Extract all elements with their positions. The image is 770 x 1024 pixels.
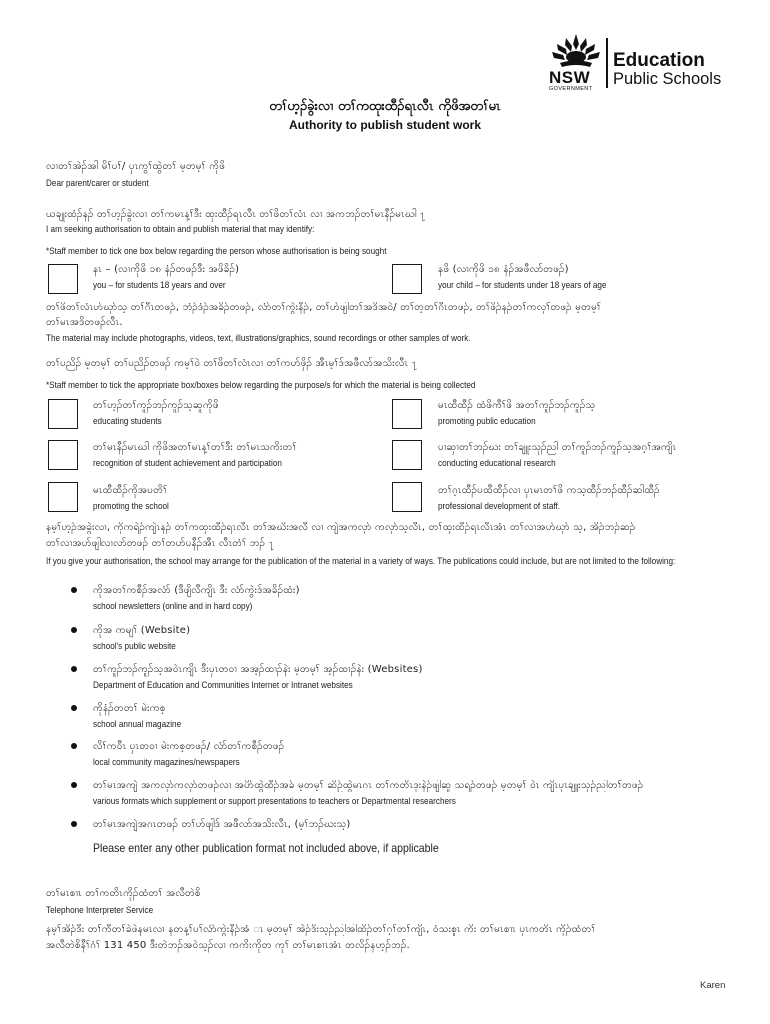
bullet [71, 627, 77, 633]
government-wordmark: GOVERNMENT [549, 86, 593, 92]
checkbox-educating-students[interactable] [48, 399, 78, 429]
purpose-english-2: promoting public education [438, 416, 536, 427]
pub-karen-6: တၢ်မၤအကျဲ အကလုာ်ကလုာ်တဖၣ်လၢ အပိာ်ထွဲထီၣ်အခ် မ့တမ့ၢ် ဆိဉ်ထွဲမၤဂၤ တၢ်ကတိၤဒုးနဲၣ်ဖျါဆူ သရၣ်တဖၣ် မ့တမ့ၢ် ဝဲၤ ကျိၤပှၤချူးသုၣ်ညါတၢ်တဖၣ် [93, 780, 644, 791]
interpreter-heading-english: Telephone Interpreter Service [46, 905, 154, 916]
pub-karen-4: ကိုနံၣ်တတၢ် မဲးကစ့ [93, 703, 166, 714]
salutation-karen: လၢတၢ်အဲၣ်အါ မိၢ်ပၢ်/ ပှၤကွၢ်ထွဲတၢ် မ့တမ့ၢ် ကိုဖိ [46, 161, 226, 172]
purpose-english-4: conducting educational research [438, 458, 556, 469]
purpose-english-1: educating students [93, 416, 162, 427]
option-you-karen: နၤ – (လၢကိုဖိ ၁၈ နံၣ်တဖၣ်ဒီး အဖိခိၣ်) [93, 264, 240, 275]
interpreter-karen-line2: အလီတဲစိနီၢ်ဂံၢ် 131 450 ဒီးတဲဘၣ်အဝဲသ့ၣ်လၢ ကကိးကိုတ ကုၢ် တၢ်မၤစၢၤအံၤ တလိၣ်နဟ့ၣ်ဘၣ်. [46, 940, 410, 951]
pub-karen-7: တၢ်မၤအကျဲအဂၤတဖၣ် တၢ်ဟ်ဖျါဒ် အဖီလာ်အသိးလီၤ, (မ့ၢ်ဘၣ်ဃးသ့) [93, 819, 351, 830]
bullet [71, 705, 77, 711]
purpose-english-6: professional development of staff. [438, 501, 561, 512]
purpose-karen: တၢ်ပညိၣ် မ့တမ့ၢ် တၢ်ပညိၣ်တဖၣ် ကမ့ၢ်ဝဲ တၢ်ဖိတၢ်လံၤလၢ တၢ်ကပာ်ဖှိၣ် အီၤမ့ၢ်ဒ်အဖီလာ်အသိးလီၤ ႑ [46, 358, 418, 369]
pub-english-2: school's public website [93, 641, 176, 652]
salutation-english: Dear parent/carer or student [46, 178, 149, 189]
checkbox-you[interactable] [48, 264, 78, 294]
publication-karen-line1: နမ့ၢ်ဟ့ၣ်အခွဲးလၢ, ကိုကရဲၣ်ကျဲၤနၣ် တၢ်ကထုးထီၣ်ရၤလီၤ တၢ်အဃိးအလီ လၢ ကျဲအကလုာ် ကလုာ်သ့လီၤ, တၢ်ထုးထီၣ်ရၤလီၤအံၤ တၢ်လၢအပာ်ဃှာ် သ့, အိၣ်ဘၣ်ဆၣ် [46, 522, 636, 533]
bullet [71, 782, 77, 788]
checkbox-recognition[interactable] [48, 440, 78, 470]
pub-english-4: school annual magazine [93, 719, 182, 730]
pub-english-3: Department of Education and Communities Internet or Intranet websites [93, 680, 353, 691]
option-child-english: your child – for students under 18 years of age [438, 280, 607, 291]
purpose-karen-4: ပၢဆှၢတၢ်ဘၣ်ဃး တၢ်ချူးသုၣ်ညါ တၢ်ကူၣ်ဘၣ်ကူၣ်သ့အဂ့ၢ်အကျိၤ [438, 442, 677, 453]
language-label: Karen [700, 980, 726, 991]
pub-karen-2: ကိုအ ကမျၢ် (Website) [93, 625, 191, 636]
bullet [71, 743, 77, 749]
interpreter-karen-line1: နမ့ၢ်အိၣ်ဒီး တၢ်ကီတၢ်ခဲဖဲနမၤလၢ နတန့ၢ်ပၢ်လံာ်ကွဲးနီၣ်အံ ၤ မ့တမ့ၢ် အဲၣ်ဒိးသ့ၣ်ညါအါထိၣ်တၢ်ဂ့ၢ်တၢ်ကျိၤ, ဝံသးစူၤ ကိး တၢ်မၤစၢၤ ပှၤကတိၤ ကိုၣ်ထံတၢ် [46, 924, 596, 935]
logo-education: Education [613, 50, 705, 71]
nsw-logo [546, 30, 608, 92]
material-english: The material may include photographs, videos, text, illustrations/graphics, sound recordings or other samples of work. [46, 333, 471, 344]
bullet [71, 666, 77, 672]
option-you-english: you – for students 18 years and over [93, 280, 226, 291]
checkbox-promoting-public-education[interactable] [392, 399, 422, 429]
other-format-prompt: Please enter any other publication format not included above, if applicable [93, 841, 439, 855]
purpose-english-5: promoting the school [93, 501, 169, 512]
pub-english-6: various formats which supplement or support presentations to teachers or Departmental researchers [93, 796, 456, 807]
pub-english-5: local community magazines/newspapers [93, 757, 240, 768]
checkbox-research[interactable] [392, 440, 422, 470]
intro-karen: ယချုးထံၣ်နၣ် တၢ်ဟ့ၣ်ခွဲးလၢ တၢ်ကမၤန့ၢ်ဒီး ထုးထီၣ်ရၤလီၤ တၢ်ဖိတၢ်လံၤ လၢ အကဘၣ်တၢ်မၤနီၣ်မၤဃါ ႑ [46, 209, 427, 220]
publication-karen-line2: တၢ်လၢအဟ်ဖျါလၢလာ်တဖၣ် တၢ်တပာ်ပနီၣ်အီၤ လီၤတံၢ် ဘၣ် ႑ [46, 538, 275, 549]
title-karen: တၢ်ဟ့ၣ်ခွဲးလၢ တၢ်ကထုးထီၣ်ရၤလီၤ ကိုဖိအတၢ်မၤ [269, 99, 501, 114]
checkbox-professional-development[interactable] [392, 482, 422, 512]
checkbox-your-child[interactable] [392, 264, 422, 294]
waratah-icon [546, 30, 606, 70]
page-title: Authority to publish student work [289, 118, 481, 132]
purpose-karen-5: မၤထီထီၣ်ကိုအပတိၢ် [93, 485, 168, 496]
purpose-karen-3: တၢ်မၤနီၣ်မၤဃါ ကိုဖိအတၢ်မၤန့ၢ်တၢ်ဒီး တၢ်မၤသကိးတၢ် [93, 442, 297, 453]
logo-divider [606, 38, 608, 88]
nsw-wordmark: NSW [549, 68, 591, 87]
pub-karen-1: ကိုအတၢ်ကစီၣ်အလံာ် (ဒီဖျိလီကျိၤ ဒီး လံာ်ကွဲးဒ်အခိၣ်ထံး) [93, 585, 300, 596]
logo-public-schools: Public Schools [613, 70, 722, 88]
pub-karen-3: တၢ်ကူၣ်ဘၣ်ကူၣ်သ့အဝဲၤကျိၤ ဒီးပှၤတဝၢ အအ့ၣ်ထၢၣ်နဲး မ့တမ့ၢ် အ့ၣ်ထၢၣ်နဲး (Websites) [93, 664, 423, 675]
intro-english: I am seeking authorisation to obtain and publish material that may identify: [46, 224, 315, 235]
purpose-karen-6: တၢ်ဂ့ၤထီၣ်ပထီထီၣ်လၢ ပှၤမၤတၢ်ဖိ ကသ့ထီၣ်ဘၣ်ထီၣ်ဆါထီၣ် [438, 485, 660, 496]
material-karen-line1: တၢ်ဖိတၢ်လံၤဟ်ဃှာ်သ့ တၢ်ဂီၤတဖၣ်, ဘံၣ်ဒံၣ်အခိၣ်တဖၣ်, လံာ်တၢ်ကွဲးနီၣ်, တၢ်ဟ်ဖျါတၢ်အဒိအဝဲ/ တၢ်တ့တၢ်ဂီၤတဖၣ်, တၢ်ဖိၣ်နၣ်တၢ်ကလုၢ်တဖၣ် မ့တမ့ၢ် [46, 302, 602, 313]
bullet [71, 587, 77, 593]
purpose-karen-1: တၢ်ဟ့ၣ်တၢ်ကူၣ်ဘၣ်ကူၣ်သ့ဆူကိုဖိ [93, 400, 219, 411]
publication-english: If you give your authorisation, the school may arrange for the publication of the material in a variety of ways. The publications could include, but are not limited to the following: [46, 556, 676, 567]
pub-english-1: school newsletters (online and in hard copy) [93, 601, 253, 612]
checkbox-promoting-school[interactable] [48, 482, 78, 512]
instruction-who: *Staff member to tick one box below regarding the person whose authorisation is being sought [46, 246, 387, 257]
interpreter-heading-karen: တၢ်မၤစၢၤ တၢ်ကတိၤကိုၣ်ထံတၢ် အလီတဲစိ [46, 888, 201, 899]
option-child-karen: နဖိ (လၢကိုဖိ ၁၈ နံၣ်အဖီလာ်တဖၣ်) [438, 264, 569, 275]
purpose-karen-2: မၤထီထီၣ် ထံဖိကီၢ်ဖိ အတၢ်ကူၣ်ဘၣ်ကူၣ်သ့ [438, 400, 596, 411]
pub-karen-5: လိၢ်ကဝီၤ ပှၤတဝၢ မဲးကစ့တဖၣ်/ လံာ်တၢ်ကစီၣ်တဖၣ် [93, 741, 285, 752]
material-karen-line2: တၢ်မၤအဒိတဖၣ်လီၤ. [46, 317, 123, 328]
purpose-english-3: recognition of student achievement and participation [93, 458, 282, 469]
bullet [71, 821, 77, 827]
instruction-purpose: *Staff member to tick the appropriate box/boxes below regarding the purpose/s for which the material is being collected [46, 380, 476, 391]
